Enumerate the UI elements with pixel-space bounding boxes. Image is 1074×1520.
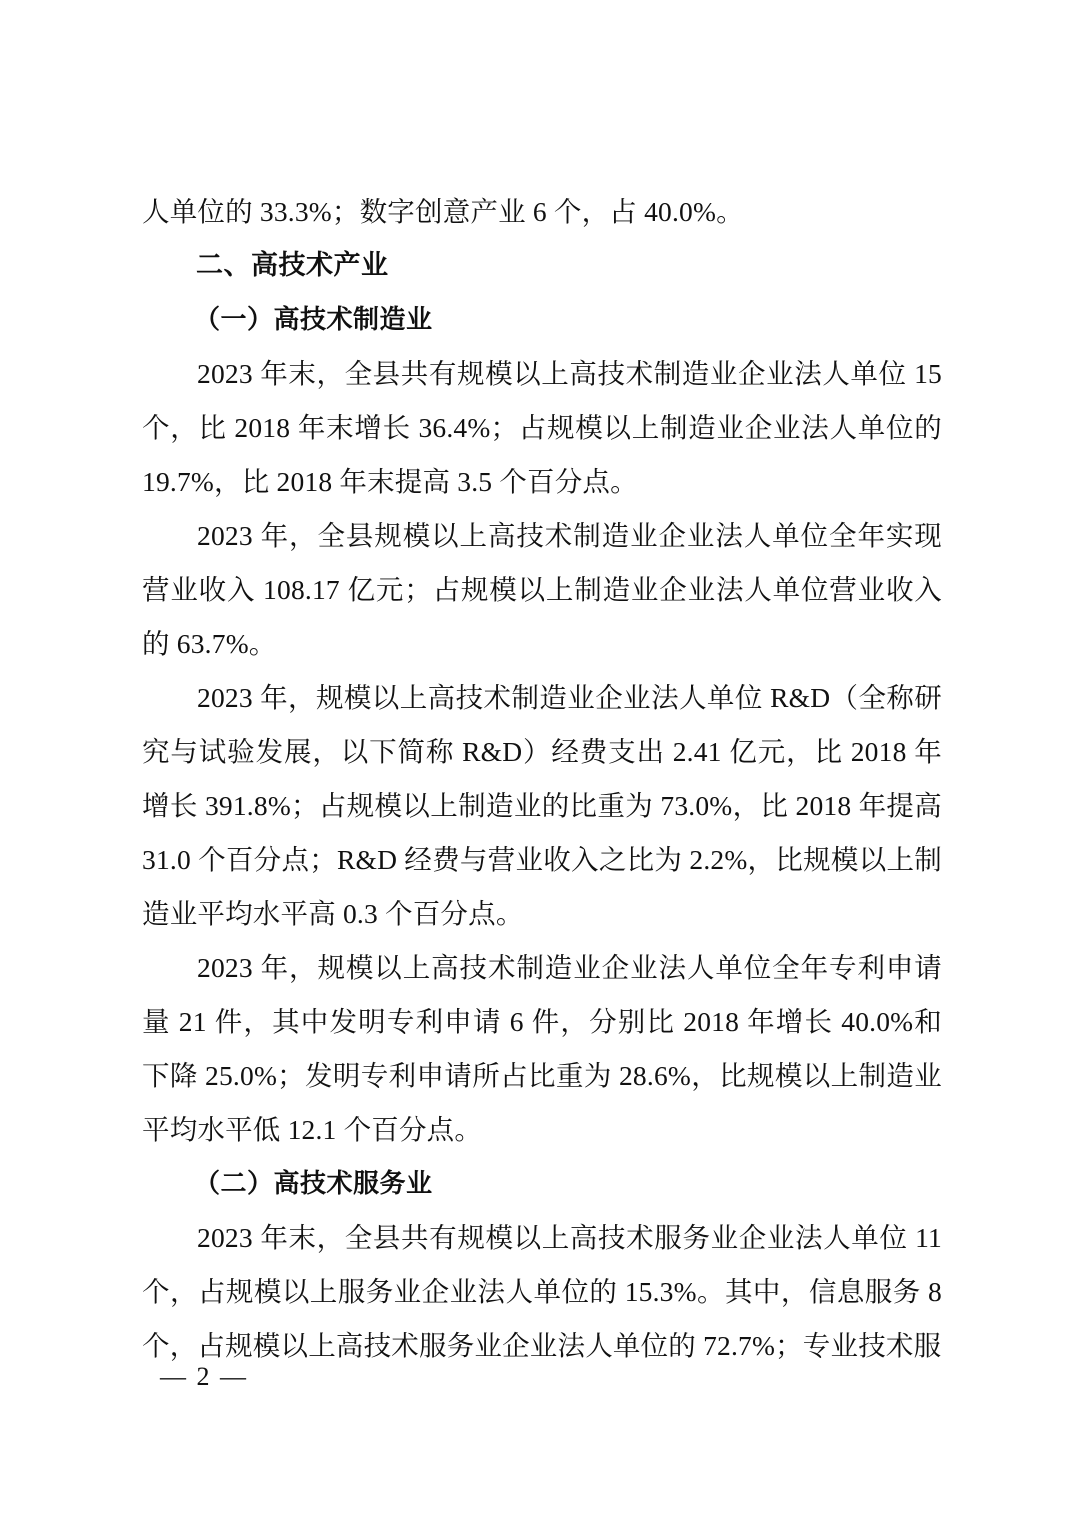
paragraph-continued: 人单位的 33.3%；数字创意产业 6 个，占 40.0%。 [142, 196, 744, 227]
paragraph-manufacturing-patents: 2023 年，规模以上高技术制造业企业法人单位全年专利申请量 21 件，其中发明专利申请 6 件，分别比 2018 年增长 40.0%和下降 25.0%；发明专利申请所占比重为 28.6%，比规模以上制造业平均水平低 12.1 个百分点。 [142, 952, 942, 1145]
paragraph-manufacturing-units: 2023 年末，全县共有规模以上高技术制造业企业法人单位 15 个，比 2018 年末增长 36.4%；占规模以上制造业企业法人单位的 19.7%，比 2018 年末提高 3.5 个百分点。 [142, 358, 950, 497]
subsection-heading-high-tech-manufacturing: （一）高技术制造业 [194, 305, 433, 335]
section-heading-high-tech-industry: 二、高技术产业 [196, 250, 389, 281]
paragraph-manufacturing-rd: 2023 年，规模以上高技术制造业企业法人单位 R&D（全称研究与试验发展，以下简称 R&D）经费支出 2.41 亿元，比 2018 年增长 391.8%；占规模以上制造业的比重为 73.0%，比 2018 年提高 31.0 个百分点；R&D 经费与营业收入之比为 2.2%，比规模以上制造业平均水平高 0.3 个百分点。 [142, 682, 950, 929]
document-body [142, 185, 950, 1373]
page-number-footer: — 2 — [160, 1362, 248, 1391]
paragraph-manufacturing-revenue: 2023 年，全县规模以上高技术制造业企业法人单位全年实现营业收入 108.17 亿元；占规模以上制造业企业法人单位营业收入的 63.7%。 [142, 520, 942, 659]
subsection-heading-high-tech-services: （二）高技术服务业 [194, 1169, 433, 1199]
paragraph-services-units: 2023 年末，全县共有规模以上高技术服务业企业法人单位 11 个，占规模以上服务业企业法人单位的 15.3%。其中，信息服务 8 个，占规模以上高技术服务业企业法人单位的 72.7%；专业技术服 [142, 1222, 950, 1361]
